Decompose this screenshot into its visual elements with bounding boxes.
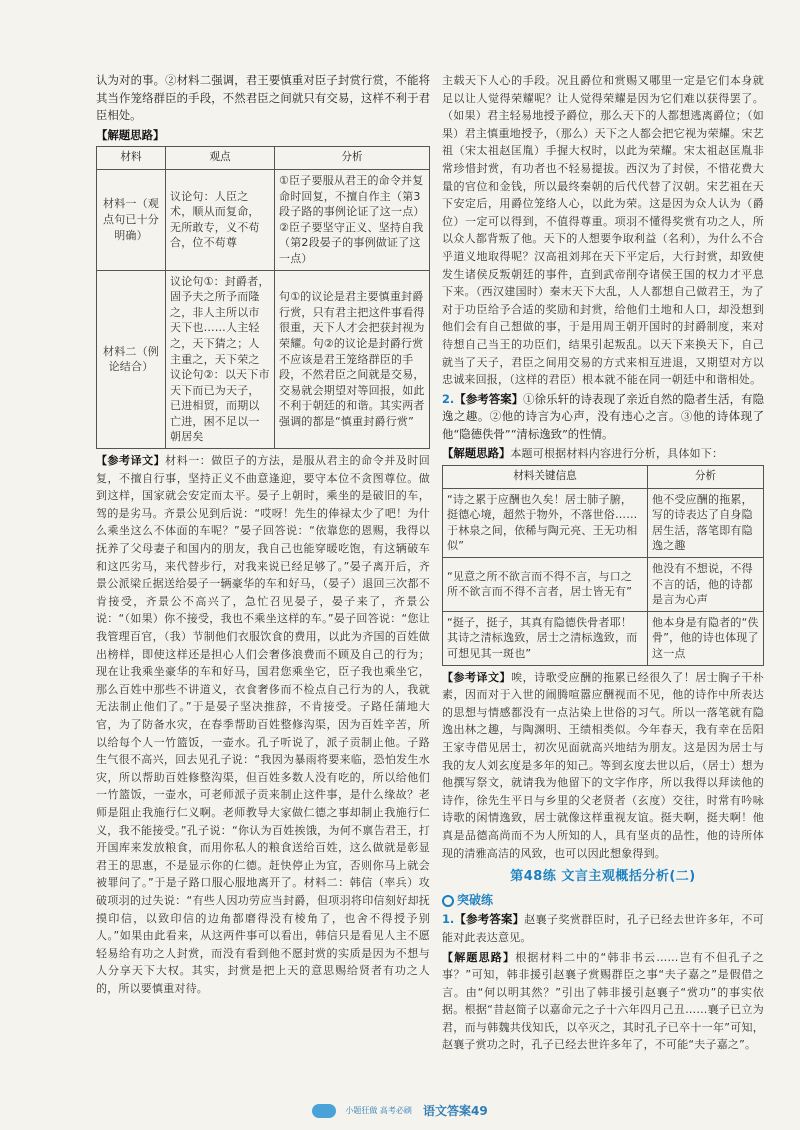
table-cell-info: “见意之所不欲言而不得不言，与口之所不欲言而不得不言者，居士皆无有” bbox=[443, 558, 648, 612]
table-cell-analysis: ①臣子要服从君王的命令并复命时回复，不擅自作主（第3段子路的事例论证了这一点）②臣子要坚守正义、坚持自我（第2段晏子的事例做证了这一点） bbox=[275, 169, 430, 270]
answer-text: 赵襄子奖赏群臣时，孔子已经去世许多年，不可能对此表达意见。 bbox=[442, 913, 764, 944]
table-row bbox=[97, 270, 430, 449]
breakthrough-badge bbox=[442, 892, 493, 910]
intro-paragraph: 认为对的事。②材料二强调，君王要慎重对臣子封赏行赏，不能将其当作笼络群臣的手段，不然君臣之间就只有交易，这样不利于君臣相处。 bbox=[96, 73, 430, 123]
page-footer bbox=[0, 1100, 800, 1119]
table-header-analysis: 分析 bbox=[648, 466, 764, 489]
footer-brand: 小题狂做 高考必刷 bbox=[345, 1106, 412, 1115]
table-header-material: 材料 bbox=[97, 147, 166, 170]
answer-heading: 【参考答案】 bbox=[454, 912, 525, 927]
table-cell-analysis: 他本身是有隐者的“佚骨”，他的诗也体现了这一点 bbox=[648, 611, 764, 665]
analysis-text: 根据材料二中的“韩非书云……岂有不但孔子之事？”可知，韩非援引赵襄子赏赐群臣之事“夫子嘉之”是假借之言。由“何以明其然？”引出了韩非援引赵襄子“赏功”的事实依据。根据“昔赵简子以嘉命元之子十六年四月己丑……襄子已立为君，而与韩魏共伐知氏，以卒灭之，其时孔子已卒十一年”可知，赵襄子赏功之时，孔子已经去世许多年了，不可能“夫子嘉之”。 bbox=[442, 950, 765, 1052]
table-cell-material: 材料二（例论结合） bbox=[97, 270, 166, 449]
table-cell-info: “诗之累于应酬也久矣！居士肺子腑，挺德心境，超然于物外，不落世俗……于林泉之间，依稀与陶元亮、王无功相似” bbox=[443, 488, 648, 557]
poem-analysis-table bbox=[442, 465, 764, 666]
page-number: 语文答案49 bbox=[423, 1104, 488, 1118]
target-icon bbox=[442, 895, 454, 907]
table-header-view: 观点 bbox=[166, 147, 275, 170]
reference-translation-text: 唉，诗歌受应酬的拖累已经很久了！居士胸子干朴素，因而对于入世的闹腾喧嚣应酬视而不见，他的诗作中所表达的思想与情感都没有一点沾染上世俗的习气。所以一落笔就有隐逸出林之趣，与陶渊明、王绩相类似。今年春天，我有幸在岳阳王家寺借见居士，初次见面就高兴地结为朋友。这是因为居士与我的友人刘玄度是多年的知己。等到玄度去世以后，（居士）想为他撰写祭文，就请我为他留下的文字作序，所以我得以拜读他的诗作，徐先生平日与乡里的父老贤者（玄度）交往，时常有吟咏诗歌的闲情逸致，居士就像这样重视友谊。挺夫啊，挺夫啊！他真是品德高尚而不为人所知的人，具有坚贞的品性，他的诗所体现的清雅高洁的风致，也可以因此想象得到。 bbox=[442, 670, 765, 860]
table-row bbox=[443, 488, 764, 557]
translation-continued: 主载天下人心的手段。况且爵位和赏赐又哪里一定是它们本身就足以让人觉得荣耀呢？让人觉得荣耀是因为它们难以获得罢了。（如果）君主轻易地授予爵位，那么天下的人都想逃离爵位；（如果）君主慎重地授予，（那么）天下之人都会把它视为荣耀。宋艺祖（宋太祖赵匡胤）手握大权时，以此为荣耀。宋太祖赵匡胤非常珍惜封赏，有功者也不轻易提拔。西汉为了封侯，不惜花费大量的官位和金钱，所以最终秦朝的后代代替了汉朝。宋艺祖在天下安定后，用爵位笼络人心，以此为荣。这是因为众人认为（爵位）一定可以得到，不值得尊重。项羽不懂得奖赏有功之人，所以众人都背叛了他。天下的人想要争取利益（名利），为什么不合乎道义地取得呢？汉高祖刘邦在天下平定后，大行封赏，却致使发生诸侯反叛朝廷的事件，直到武帝削夺诸侯王国的权力才平息下来。（西汉建国时）秦末天下大乱，人人都想自己做君王，为了对于功臣给予合适的奖励和封赏，给他们土地和人口，却没想到他们会有自己想做的事，于是用周王朝开国时的封爵制度，来对待想自己当王的功臣们，结果引起叛乱。以天下来换天下，自己就当了天子，君臣之间用交易的方式来相互进退，又期望对方以忠诚来回报，（这样的君臣）根本就不能在同一朝廷中和谐相处。 bbox=[442, 74, 764, 387]
question-number: 2. bbox=[442, 391, 455, 406]
table-header-analysis: 分析 bbox=[275, 147, 430, 170]
section-title: 第48练 文言主观概括分析(二) bbox=[510, 869, 696, 885]
table-header-row bbox=[443, 466, 764, 489]
answer-heading: 【参考答案】 bbox=[454, 391, 524, 406]
table-header-row bbox=[97, 147, 430, 170]
answer-text: ①徐乐轩的诗表现了亲近自然的隐者生活，有隐逸之趣。②他的诗言为心声，没有违心之言。③他的诗体现了他“隐德佚骨”“清标逸致”的性情。 bbox=[442, 391, 764, 441]
table-cell-material: 材料一（观点句已十分明确） bbox=[97, 169, 166, 270]
reference-translation-heading: 【参考译文】 bbox=[442, 670, 512, 684]
reference-translation-text: 材料一：做臣子的方法，是服从君主的命令并及时回复，不擅自行事，坚持正义不曲意逢迎，要守本位不贪图尊位。做到这样，国家就会安定而太平。晏子上朝时，乘坐的是破旧的车，驾的是劣马。齐景公见到后说：“哎呀！先生的俸禄太少了吧！为什么乘坐这么不体面的车呢？”晏子回答说：“依靠您的恩赐，我得以抚养了父母妻子和国内的朋友，我自己也能穿暖吃饱，有这辆破车和这匹劣马，来代替步行，对我来说已经足够了。”晏子离开后，齐景公派梁丘据送给晏子一辆豪华的车和好马，（晏子）退回三次都不肯接受，齐景公不高兴了，急忙召见晏子，晏子来了，齐景公说：“（如果）你不接受，我也不乘坐这样的车。”晏子回答说：“您让我管理百官，（我）节制他们衣服饮食的费用，以此为齐国的百姓做出榜样，即使这样还是担心人们会奢侈浪费而不顾及自己的行为；现在让我乘坐豪华的车和好马，国君您乘坐它，臣子我也乘坐它，那么百姓中那些不讲道义，衣食奢侈而不检点自己行为的人，我就无法制止他们了。”于是晏子坚决推辞，不肯接受。子路任蒲地大官，为了防备水灾，在春季帮助百姓整修沟渠，因为百姓辛苦，所以给每个人一竹篮饭，一壶水。孔子听说了，派子贡制止他。子路生气很不高兴，回去见孔子说：“我因为暴雨将要来临，恐怕发生水灾，所以帮助百姓修整沟渠，但百姓多数人没有吃的，所以给他们一竹篮饭，一壶水，可老师派子贡来制止这件事，是什么缘故？老师是阻止我施行仁义啊。老师教导大家做仁德之事却制止我施行仁义，我不能接受。”孔子说：“你认为百姓挨饿，为何不禀告君王，打开国库来发放粮食，而用你私人的粮食送给百姓，这么做就是彰显君王的思惠，不是显示你的仁德。赶快停止为宜，否则你马上就会被罪问了。”于是子路口服心服地离开了。材料二：韩信（率兵）攻破项羽的过失说：“有些人因功劳应当封爵，但项羽将印信刻好却抚摸印信，以致印信的边角都磨得没有棱角了，也舍不得授予别人。”如果由此看来，从这两件事可以看出，韩信只是看见人主不愿轻易给有功之人封赏，而没有看到他不愿封赏的实质是因为不想与人分享天下大权。其实，封赏是把上天的意思赐给贤者有功之人的，所以要慎重对待。 bbox=[96, 454, 430, 995]
breakthrough-label: 突破练 bbox=[457, 892, 494, 907]
table-cell-view: 议论句①：封爵者，固予夫之所予而隆之，非人主所以市天下也……人主轻之，天下猜之；人主重之，天下荣之 议论句②：以天下市天下而已为天子，已进相贸，而期以亡进，困不足以一朝居矣 bbox=[166, 270, 275, 449]
left-column bbox=[96, 72, 430, 999]
question-number: 1. bbox=[442, 912, 455, 927]
table-cell-analysis: 句①的议论是君主要慎重封爵行赏，只有君主把这件事看得很重，天下人才会把获封视为荣耀。句②的议论是封爵行赏不应该是君王笼络群臣的手段，不然君臣之间就是交易，交易就会期望对等回报，如此不利于朝廷的和谐。其实两者强调的都是“慎重封爵行赏” bbox=[275, 270, 430, 449]
table-row bbox=[97, 169, 430, 270]
reference-translation-heading: 【参考译文】 bbox=[96, 454, 166, 468]
table-cell-analysis: 他不受应酬的拖累，写的诗表达了自身隐居生活，落笔即有隐逸之趣 bbox=[648, 488, 764, 557]
table-row bbox=[443, 558, 764, 612]
analysis-table bbox=[96, 146, 430, 449]
analysis-text: 本题可根据材料内容进行分析，具体如下： bbox=[510, 447, 724, 461]
brand-logo-icon bbox=[312, 1104, 336, 1118]
analysis-heading: 【解题思路】 bbox=[96, 127, 165, 142]
analysis-heading: 【解题思路】 bbox=[442, 446, 511, 461]
analysis-heading: 【解题思路】 bbox=[442, 950, 516, 964]
right-column bbox=[442, 72, 764, 1056]
table-header-info: 材料关键信息 bbox=[443, 466, 648, 489]
table-row bbox=[443, 611, 764, 665]
table-cell-analysis: 他没有不想说，不得不言的话，他的诗都是言为心声 bbox=[648, 558, 764, 612]
table-cell-view: 议论句：人臣之术，顺从而复命，无所敢专，义不苟合，位不苟尊 bbox=[166, 169, 275, 270]
table-cell-info: “挺子，挺子，其真有隐德佚骨者耶！其诗之清标逸致，居士之清标逸致，而可想见其一斑也” bbox=[443, 611, 648, 665]
